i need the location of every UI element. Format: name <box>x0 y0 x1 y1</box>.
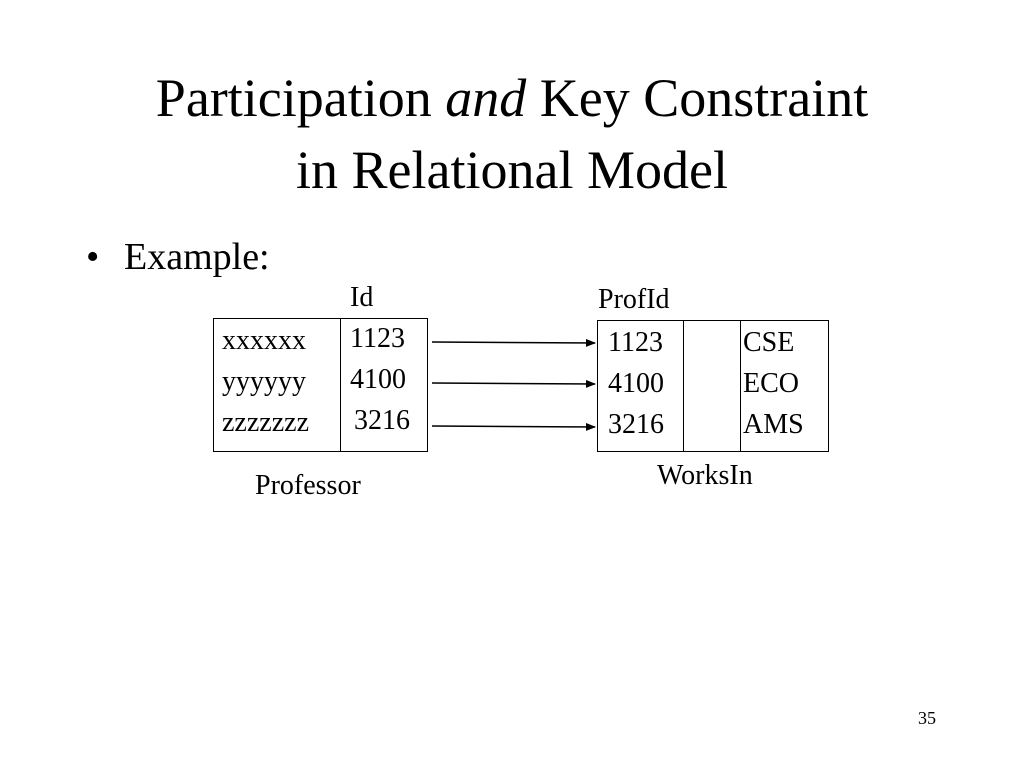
professor-id-cell: 3216 <box>354 405 410 436</box>
professor-name-cell: yyyyyy <box>222 366 306 397</box>
worksin-profid-cell: 3216 <box>608 409 664 440</box>
arrow-row-1 <box>432 342 595 343</box>
title-line-2: in Relational Model <box>296 140 728 200</box>
arrow-row-3 <box>432 426 595 427</box>
title-line-1: Participation and Key Constraint <box>155 68 869 128</box>
professor-id-cell: 4100 <box>350 364 406 395</box>
worksin-profid-cell: 4100 <box>608 368 664 399</box>
worksin-profid-header: ProfId <box>598 284 670 315</box>
professor-id-header: Id <box>350 282 374 313</box>
arrow-row-2 <box>432 383 595 384</box>
professor-name-cell: zzzzzzz <box>222 407 309 438</box>
worksin-caption: WorksIn <box>657 460 753 491</box>
title-italic-word: and <box>445 68 527 128</box>
worksin-dept-cell: ECO <box>743 368 799 399</box>
worksin-dept-cell: AMS <box>743 409 804 440</box>
professor-caption: Professor <box>255 470 361 501</box>
worksin-profid-cell: 1123 <box>608 327 663 358</box>
worksin-dept-cell: CSE <box>743 327 795 358</box>
bullet-dot-icon: • <box>86 236 100 278</box>
professor-name-cell: xxxxxx <box>222 325 306 356</box>
page-number: 35 <box>918 708 936 728</box>
professor-id-cell: 1123 <box>350 323 405 354</box>
bullet-text: Example: <box>124 236 270 278</box>
